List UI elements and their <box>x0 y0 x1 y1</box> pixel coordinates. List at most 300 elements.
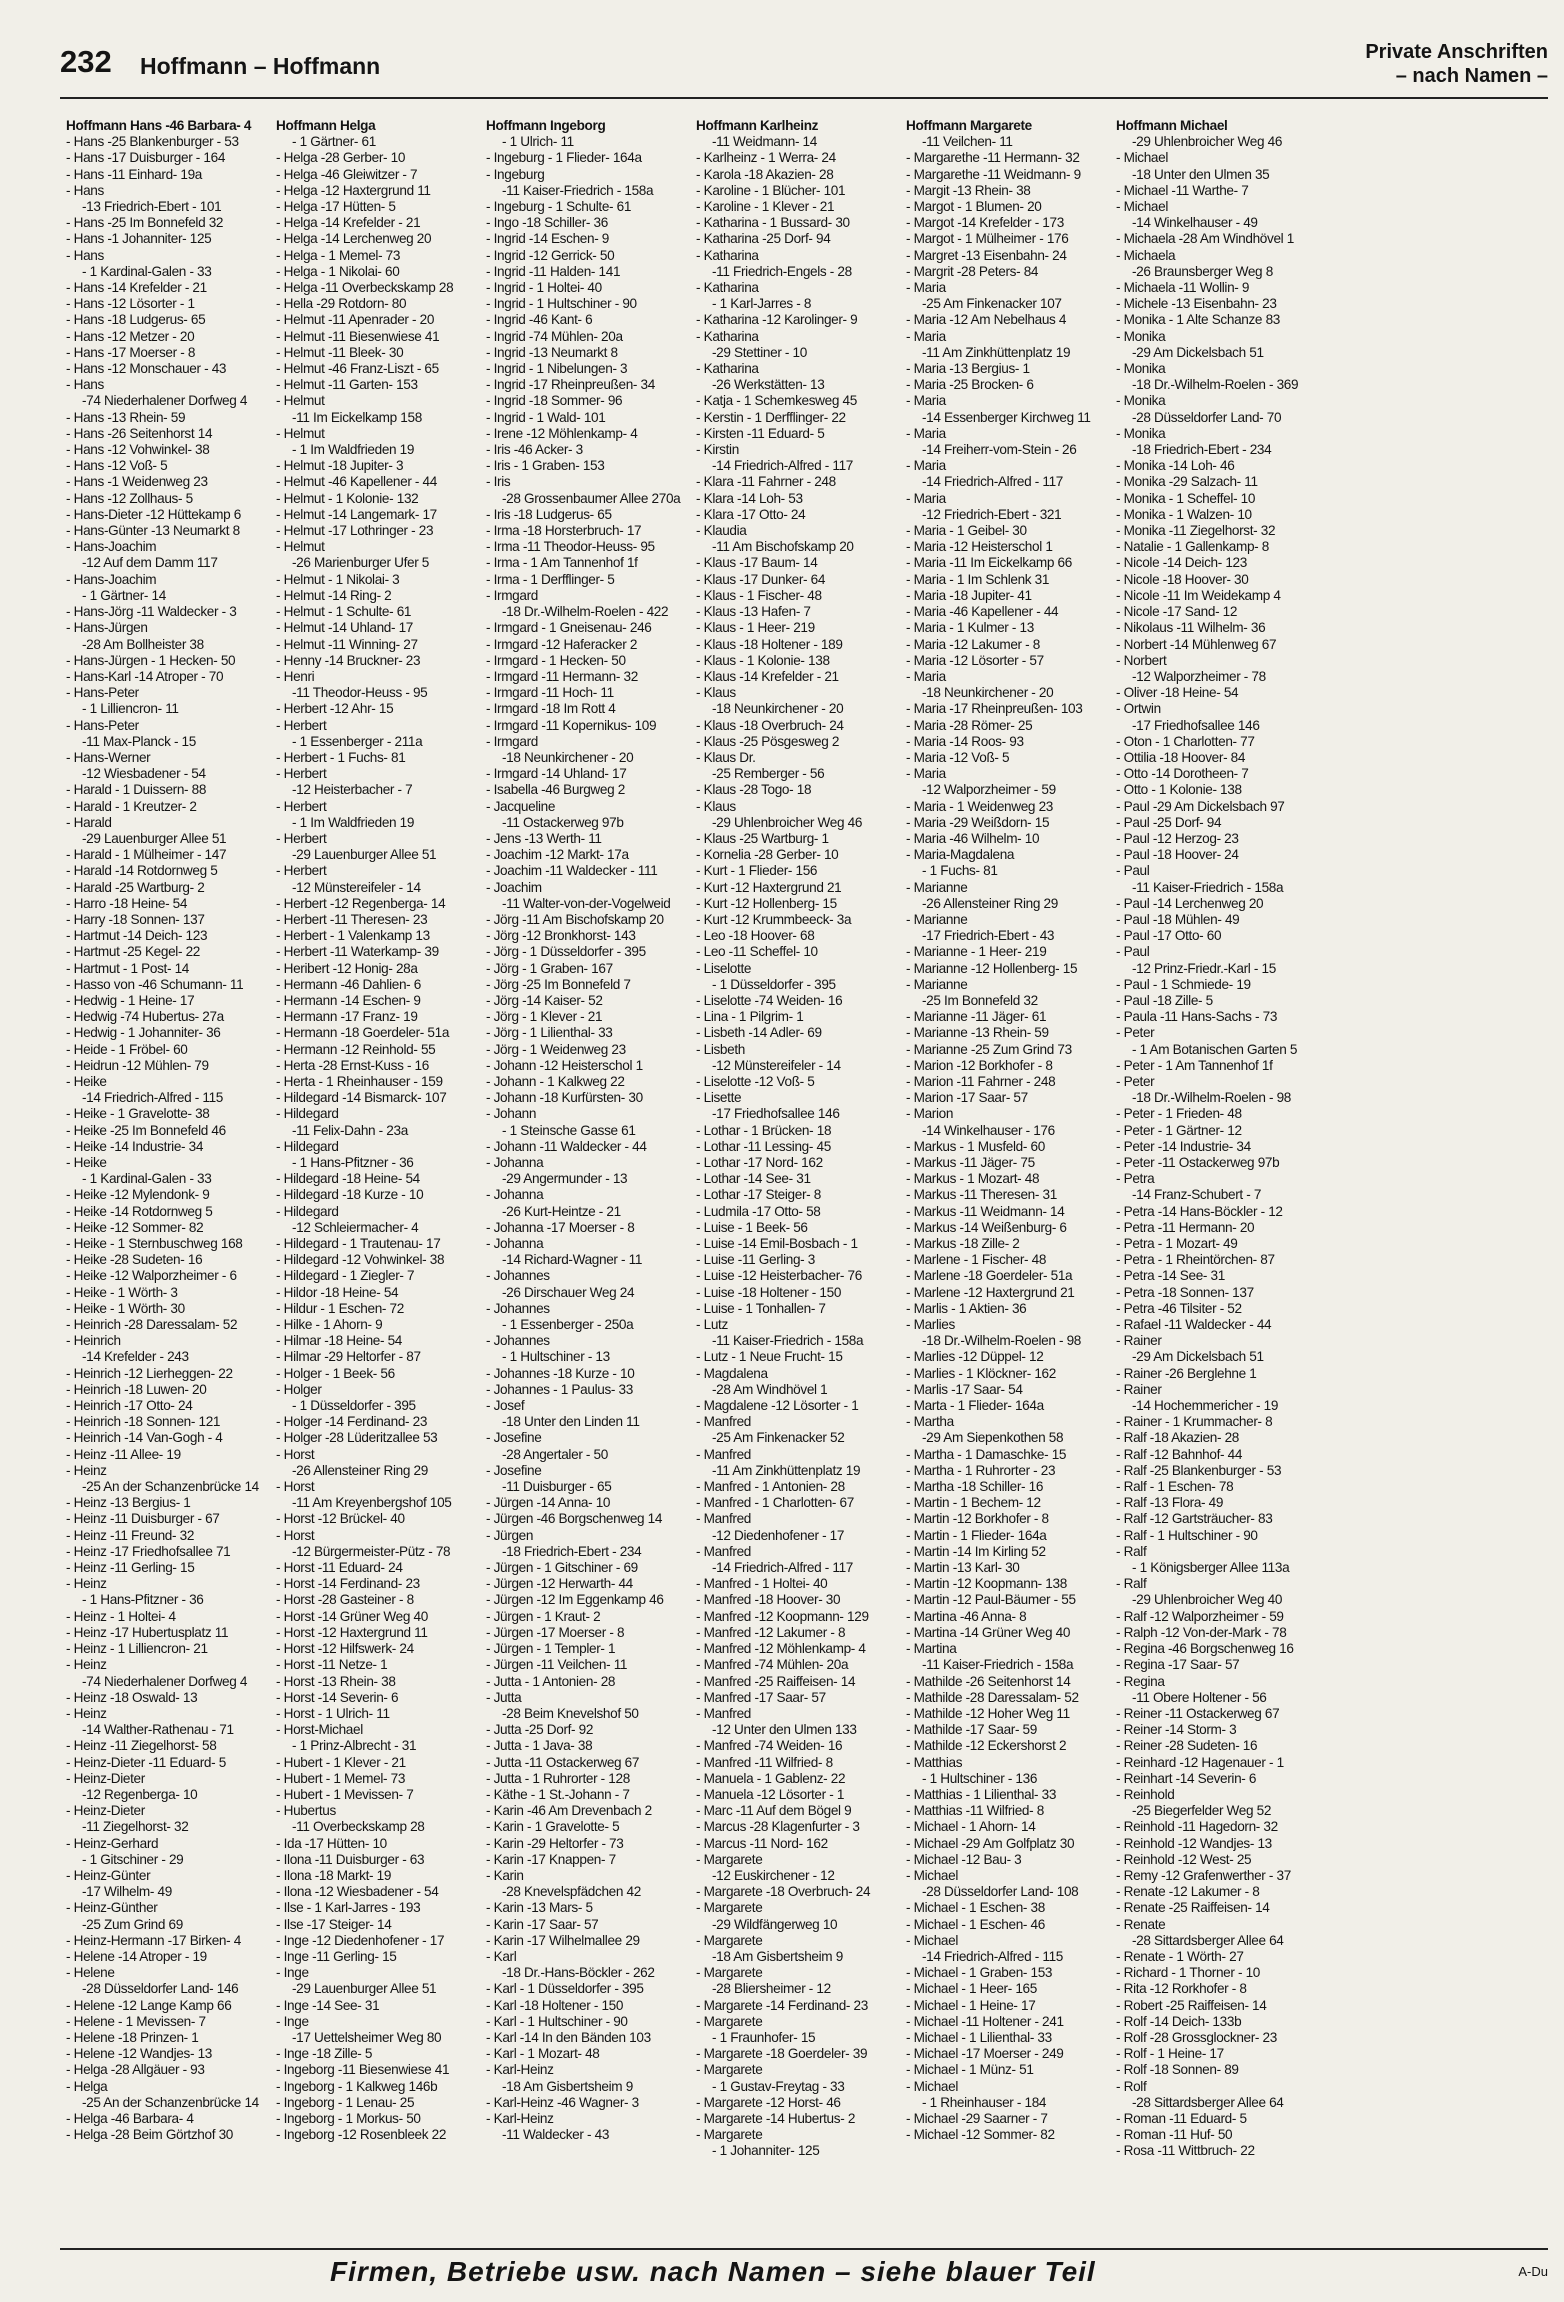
directory-entry: - Helmut -14 Langemark- 17 <box>276 506 437 522</box>
directory-entry: - Michael -11 Holtener - 241 <box>906 2013 1064 2029</box>
directory-entry: - Karola -18 Akazien- 28 <box>696 166 834 182</box>
directory-entry: - Monika <box>1116 425 1166 441</box>
directory-entry: - Katharina <box>696 361 759 377</box>
directory-entry: - Otto -14 Dorotheen- 7 <box>1116 766 1249 782</box>
directory-entry: - Helmut -14 Uhland- 17 <box>276 620 414 636</box>
directory-entry: - Herbert <box>276 717 327 733</box>
directory-entry: - Henny -14 Bruckner- 23 <box>276 652 421 668</box>
directory-entry: - Harald -25 Wartburg- 2 <box>66 879 205 895</box>
directory-entry: - Lothar - 1 Brücken- 18 <box>696 1122 832 1138</box>
directory-entry: - Margarete -14 Ferdinand- 23 <box>696 1997 868 2013</box>
directory-entry: - Peter -14 Industrie- 34 <box>1116 1138 1251 1154</box>
address-line: -12 Schleiermacher- 4 <box>292 1219 419 1235</box>
directory-entry: - Ralf -12 Bahnhof- 44 <box>1116 1446 1243 1462</box>
address-line: -11 Friedrich-Engels - 28 <box>712 263 852 279</box>
directory-entry: - Martin - 1 Flieder- 164a <box>906 1527 1047 1543</box>
directory-entry: - Klaus - 1 Kolonie- 138 <box>696 652 830 668</box>
directory-entry: - Manfred -18 Hoover- 30 <box>696 1592 841 1608</box>
directory-entry: - Nicole -18 Hoover- 30 <box>1116 571 1249 587</box>
directory-entry: - Inge <box>276 1965 309 1981</box>
directory-entry: - Petra - 1 Mozart- 49 <box>1116 1236 1238 1252</box>
directory-entry: - Martha - 1 Ruhrorter - 23 <box>906 1462 1056 1478</box>
directory-entry: - Marion <box>906 1106 954 1122</box>
address-line: -12 Walporzheimer - 78 <box>1132 668 1266 684</box>
directory-entry: - Paul -18 Hoover- 24 <box>1116 847 1239 863</box>
address-line: -28 Bliersheimer - 12 <box>712 1981 831 1997</box>
directory-entry: - Karoline - 1 Klever - 21 <box>696 199 835 215</box>
directory-entry: - Hermann -18 Goerdeler- 51a <box>276 1025 450 1041</box>
directory-entry: - Hans -11 Einhard- 19a <box>66 166 203 182</box>
directory-entry: - Regina <box>1116 1673 1165 1689</box>
directory-entry: - Klaus - 1 Fischer- 48 <box>696 587 822 603</box>
directory-entry: - Martina <box>906 1641 957 1657</box>
address-line: -11 Walter-von-der-Vogelweid <box>502 895 671 911</box>
directory-entry: - Jutta - 1 Antonien- 28 <box>486 1673 616 1689</box>
directory-entry: - Magdalena <box>696 1365 768 1381</box>
directory-entry: - Lisbeth <box>696 1041 745 1057</box>
directory-entry: - Rainer <box>1116 1333 1162 1349</box>
directory-entry: - Helene -12 Lange Kamp 66 <box>66 1997 232 2013</box>
directory-entry: - Horst -11 Netze- 1 <box>276 1657 388 1673</box>
directory-entry: - Mathilde -12 Eckershorst 2 <box>906 1738 1067 1754</box>
directory-entry: - Helene <box>66 1965 115 1981</box>
directory-entry: - Paul <box>1116 863 1150 879</box>
directory-entry: - Maria -12 Lakumer - 8 <box>906 636 1040 652</box>
directory-entry: - Manuela - 1 Gablenz- 22 <box>696 1770 846 1786</box>
address-line: -12 Münstereifeler - 14 <box>712 1057 841 1073</box>
address-line: -14 Krefelder - 243 <box>82 1349 189 1365</box>
directory-entry: - Jörg -14 Kaiser- 52 <box>486 992 603 1008</box>
address-line: -14 Friedrich-Alfred - 117 <box>712 1560 853 1576</box>
directory-entry: - Helga -46 Gleiwitzer - 7 <box>276 166 418 182</box>
column-heading: Hoffmann Helga <box>276 118 376 133</box>
directory-entry: - Heinz -11 Allee- 19 <box>66 1446 181 1462</box>
directory-entry: - Maria <box>906 668 946 684</box>
directory-entry: - Iris -18 Ludgerus- 65 <box>486 506 612 522</box>
directory-entry: - Paul -12 Herzog- 23 <box>1116 830 1239 846</box>
directory-entry: - Michael -29 Saarner - 7 <box>906 2110 1048 2126</box>
address-line: -25 Am Finkenacker 107 <box>922 296 1062 312</box>
directory-entry: - Heike - 1 Sternbuschweg 168 <box>66 1236 243 1252</box>
address-line: -26 Werkstätten- 13 <box>712 377 825 393</box>
address-line: -17 Uettelsheimer Weg 80 <box>292 2029 442 2045</box>
directory-entry: - Petra - 1 Rheintörchen- 87 <box>1116 1252 1275 1268</box>
column-heading: Hoffmann Michael <box>1116 118 1228 133</box>
directory-entry: - Manfred <box>696 1446 752 1462</box>
directory-entry: - Heike <box>66 1073 107 1089</box>
directory-entry: - Jens -13 Werth- 11 <box>486 830 602 846</box>
directory-entry: - Ingo -18 Schiller- 36 <box>486 215 608 231</box>
address-line: -74 Niederhalener Dorfweg 4 <box>82 393 248 409</box>
directory-entry: - Jutta - 1 Ruhrorter - 128 <box>486 1770 630 1786</box>
directory-entry: - Klara -11 Fahrner - 248 <box>696 474 836 490</box>
address-line: - 1 Fraunhofer- 15 <box>712 2029 816 2045</box>
directory-entry: - Ingeborg -12 Rosenbleek 22 <box>276 2127 447 2143</box>
directory-entry: - Jürgen - 1 Gitschiner - 69 <box>486 1560 638 1576</box>
directory-entry: - Helga -12 Haxtergrund 11 <box>276 182 431 198</box>
directory-entry: - Paul -14 Lerchenweg 20 <box>1116 895 1264 911</box>
column-heading: Hoffmann Ingeborg <box>486 118 606 133</box>
directory-entry: - Jörg -11 Am Bischofskamp 20 <box>486 911 664 927</box>
directory-entry: - Ilona -18 Markt- 19 <box>276 1867 392 1883</box>
directory-entry: - Helga -28 Beim Görtzhof 30 <box>66 2127 233 2143</box>
directory-entry: - Paul <box>1116 944 1150 960</box>
address-line: -17 Friedrich-Ebert - 43 <box>922 928 1055 944</box>
address-line: - 1 Ulrich- 11 <box>502 134 574 150</box>
footer-note: Firmen, Betriebe usw. nach Namen – siehe blauer Teil <box>330 2256 1096 2287</box>
directory-entry: - Ingrid -13 Neumarkt 8 <box>486 344 618 360</box>
directory-entry: - Helmut -11 Bleek- 30 <box>276 344 404 360</box>
directory-entry: - Paul -18 Mühlen- 49 <box>1116 911 1240 927</box>
directory-entry: - Maria -12 Am Nebelhaus 4 <box>906 312 1067 328</box>
address-line: -74 Niederhalener Dorfweg 4 <box>82 1673 248 1689</box>
address-line: -18 Friedrich-Ebert - 234 <box>1132 442 1272 458</box>
address-line: -11 Am Zinkhüttenplatz 19 <box>712 1462 861 1478</box>
address-line: - 1 Gitschiner - 29 <box>82 1851 184 1867</box>
directory-entry: - Ralf - 1 Eschen- 78 <box>1116 1479 1234 1495</box>
directory-entry: - Michael <box>1116 199 1168 215</box>
directory-entry: - Jürgen -12 Herwarth- 44 <box>486 1576 633 1592</box>
directory-entry: - Heinz -13 Bergius- 1 <box>66 1495 191 1511</box>
directory-column-5 <box>906 118 1113 2218</box>
directory-entry: - Hans -12 Voß- 5 <box>66 458 168 474</box>
directory-entry: - Heinz -11 Duisburger - 67 <box>66 1511 220 1527</box>
directory-entry: - Hilmar -29 Heltorfer - 87 <box>276 1349 421 1365</box>
directory-entry: - Herbert -12 Ahr- 15 <box>276 701 394 717</box>
directory-entry: - Regina -46 Borgschenweg 16 <box>1116 1641 1294 1657</box>
directory-entry: - Marianne -11 Jäger- 61 <box>906 1009 1047 1025</box>
directory-entry: - Klara -14 Loh- 53 <box>696 490 803 506</box>
directory-entry: - Marlene - 1 Fischer- 48 <box>906 1252 1047 1268</box>
directory-entry: - Heinz-Gerhard <box>66 1835 159 1851</box>
directory-entry: - Margret -13 Eisenbahn- 24 <box>906 247 1067 263</box>
page-footer <box>60 2248 1548 2288</box>
directory-entry: - Martha <box>906 1414 954 1430</box>
directory-entry: - Ralf -12 Gartsträucher- 83 <box>1116 1511 1273 1527</box>
directory-entry: - Isabella -46 Burgweg 2 <box>486 782 625 798</box>
directory-entry: - Jürgen -11 Veilchen- 11 <box>486 1657 628 1673</box>
address-line: - 1 Gärtner- 14 <box>82 587 166 603</box>
directory-entry: - Markus -11 Weidmann- 14 <box>906 1203 1065 1219</box>
directory-entry: - Luise -14 Emil-Bosbach - 1 <box>696 1236 858 1252</box>
address-line: -18 Dr.-Wilhelm-Roelen - 422 <box>502 604 669 620</box>
directory-entry: - Karl-Heinz <box>486 2110 554 2126</box>
directory-entry: - Horst -14 Severin- 6 <box>276 1689 399 1705</box>
directory-entry: - Kurt -12 Haxtergrund 21 <box>696 879 842 895</box>
directory-entry: - Hildegard -12 Vohwinkel- 38 <box>276 1252 445 1268</box>
directory-entry: - Mathilde -28 Daressalam- 52 <box>906 1689 1079 1705</box>
address-line: -28 Am Windhövel 1 <box>712 1381 828 1397</box>
directory-entry: - Hans-Dieter -12 Hüttekamp 6 <box>66 506 241 522</box>
directory-entry: - Hans-Karl -14 Atroper - 70 <box>66 668 224 684</box>
directory-entry: - Maria <box>906 328 946 344</box>
address-line: -18 Unter den Linden 11 <box>502 1414 640 1430</box>
directory-entry: - Richard - 1 Thorner - 10 <box>1116 1965 1261 1981</box>
directory-entry: - Jürgen -46 Borgschenweg 14 <box>486 1511 663 1527</box>
directory-entry: - Karl -14 In den Bänden 103 <box>486 2029 651 2045</box>
directory-entry: - Jutta <box>486 1689 522 1705</box>
address-line: -12 Euskirchener - 12 <box>712 1867 835 1883</box>
directory-entry: - Helmut -46 Franz-Liszt - 65 <box>276 361 439 377</box>
directory-entry: - Heike - 1 Wörth- 30 <box>66 1300 185 1316</box>
directory-entry: - Michaela -11 Wollin- 9 <box>1116 280 1250 296</box>
column-heading: Hoffmann Karlheinz <box>696 118 819 133</box>
directory-entry: - Heinrich -17 Otto- 24 <box>66 1398 193 1414</box>
directory-entry: - Hans -18 Ludgerus- 65 <box>66 312 206 328</box>
directory-entry: - Margarete -14 Hubertus- 2 <box>696 2110 856 2126</box>
directory-entry: - Ingeborg - 1 Morkus- 50 <box>276 2110 421 2126</box>
directory-entry: - Karl - 1 Mozart- 48 <box>486 2046 600 2062</box>
directory-entry: - Irmgard <box>486 587 538 603</box>
directory-entry: - Margarete <box>696 1965 763 1981</box>
directory-entry: - Maria -29 Weißdorn- 15 <box>906 814 1050 830</box>
address-line: - 1 Essenberger - 250a <box>502 1317 634 1333</box>
address-line: -28 Knevelspfädchen 42 <box>502 1884 641 1900</box>
directory-entry: - Klaus -18 Holtener - 189 <box>696 636 843 652</box>
directory-entry: - Marianne <box>906 879 968 895</box>
directory-entry: - Irma - 1 Am Tannenhof 1f <box>486 555 638 571</box>
address-line: -17 Friedhofsallee 146 <box>712 1106 840 1122</box>
directory-entry: - Karlheinz - 1 Werra- 24 <box>696 150 836 166</box>
directory-entry: - Harald <box>66 814 112 830</box>
directory-entry: - Helmut <box>276 539 325 555</box>
directory-entry: - Paula -11 Hans-Sachs - 73 <box>1116 1009 1278 1025</box>
directory-column-6 <box>1116 118 1323 2218</box>
directory-entry: - Heike -12 Sommer- 82 <box>66 1219 204 1235</box>
directory-entry: - Rolf -28 Grossglockner- 23 <box>1116 2029 1277 2045</box>
address-line: -29 Am Siepenkothen 58 <box>922 1430 1064 1446</box>
directory-entry: - Ilse -17 Steiger- 14 <box>276 1916 392 1932</box>
directory-entry: - Martina -46 Anna- 8 <box>906 1608 1027 1624</box>
section-title-line2: – nach Namen – <box>1395 65 1548 87</box>
directory-entry: - Paul -18 Zille- 5 <box>1116 992 1213 1008</box>
directory-entry: - Margit -13 Rhein- 38 <box>906 182 1031 198</box>
directory-entry: - Luise - 1 Tonhallen- 7 <box>696 1300 826 1316</box>
directory-entry: - Helga - 1 Memel- 73 <box>276 247 401 263</box>
directory-entry: - Iris -46 Acker- 3 <box>486 442 583 458</box>
address-line: -25 An der Schanzenbrücke 14 <box>82 2094 259 2110</box>
address-line: -13 Friedrich-Ebert - 101 <box>82 199 222 215</box>
address-line: -29 Lauenburger Allee 51 <box>292 847 437 863</box>
directory-entry: - Hans-Jürgen <box>66 620 148 636</box>
directory-entry: - Lina - 1 Pilgrim- 1 <box>696 1009 804 1025</box>
directory-entry: - Heinz -11 Freund- 32 <box>66 1527 195 1543</box>
address-line: -18 Dr.-Wilhelm-Roelen - 369 <box>1132 377 1299 393</box>
address-line: -14 Friedrich-Alfred - 115 <box>922 1948 1063 1964</box>
address-line: -14 Hochemmericher - 19 <box>1132 1398 1279 1414</box>
directory-entry: - Michael - 1 Münz- 51 <box>906 2062 1034 2078</box>
address-line: - 1 Hans-Pfitzner - 36 <box>82 1592 204 1608</box>
column-heading: Hoffmann Hans -46 Barbara- 4 <box>66 118 252 133</box>
directory-entry: - Heinrich -12 Lierheggen- 22 <box>66 1365 233 1381</box>
directory-entry: - Klaus -28 Togo- 18 <box>696 782 812 798</box>
directory-entry: - Inge -14 See- 31 <box>276 1997 380 2013</box>
directory-entry: - Liselotte <box>696 960 752 976</box>
directory-entry: - Hildegard - 1 Trautenau- 17 <box>276 1236 441 1252</box>
directory-entry: - Klaudia <box>696 523 747 539</box>
directory-entry: - Irma - 1 Derfflinger- 5 <box>486 571 615 587</box>
directory-entry: - Petra -46 Tilsiter - 52 <box>1116 1300 1242 1316</box>
address-line: -26 Braunsberger Weg 8 <box>1132 263 1273 279</box>
directory-column-1 <box>66 118 273 2218</box>
address-line: -12 Friedrich-Ebert - 321 <box>922 506 1062 522</box>
directory-entry: - Käthe - 1 St.-Johann - 7 <box>486 1786 630 1802</box>
directory-entry: - Hedwig - 1 Johanniter- 36 <box>66 1025 221 1041</box>
address-line: -29 Wildfängerweg 10 <box>712 1916 838 1932</box>
directory-entry: - Jörg - 1 Weidenweg 23 <box>486 1041 626 1057</box>
directory-entry: - Heinz -11 Gerling- 15 <box>66 1560 195 1576</box>
directory-entry: - Helmut -17 Lothringer - 23 <box>276 523 434 539</box>
directory-entry: - Klaus -25 Pösgesweg 2 <box>696 733 840 749</box>
address-line: -26 Allensteiner Ring 29 <box>922 895 1058 911</box>
directory-entry: - Monika -11 Ziegelhorst- 32 <box>1116 523 1276 539</box>
directory-entry: - Hermann -12 Reinhold- 55 <box>276 1041 436 1057</box>
directory-entry: - Michael - 1 Eschen- 38 <box>906 1900 1045 1916</box>
directory-entry: - Michael - 1 Graben- 153 <box>906 1965 1053 1981</box>
directory-entry: - Inge -12 Diedenhofener - 17 <box>276 1932 445 1948</box>
directory-entry: - Hubertus <box>276 1803 336 1819</box>
directory-entry: - Paul - 1 Schmiede- 19 <box>1116 976 1251 992</box>
directory-entry: - Klaus -18 Overbruch- 24 <box>696 717 844 733</box>
directory-entry: - Horst -14 Ferdinand- 23 <box>276 1576 420 1592</box>
directory-entry: - Ingeburg <box>486 166 545 182</box>
directory-entry: - Ralf -25 Blankenburger - 53 <box>1116 1462 1282 1478</box>
directory-entry: - Herbert <box>276 863 327 879</box>
address-line: - 1 Essenberger - 211a <box>292 733 423 749</box>
directory-column-3 <box>486 118 693 2218</box>
directory-entry: - Hilmar -18 Heine- 54 <box>276 1333 403 1349</box>
address-line: -25 Im Bonnefeld 32 <box>922 992 1038 1008</box>
directory-entry: - Hildegard -14 Bismarck- 107 <box>276 1090 447 1106</box>
directory-entry: - Ortwin <box>1116 701 1161 717</box>
directory-entry: - Ilse - 1 Karl-Jarres - 193 <box>276 1900 421 1916</box>
address-line: - 1 Prinz-Albrecht - 31 <box>292 1738 417 1754</box>
directory-entry: - Josef <box>486 1398 525 1414</box>
directory-entry: - Irene -12 Möhlenkamp- 4 <box>486 425 638 441</box>
directory-entry: - Hildur - 1 Eschen- 72 <box>276 1300 404 1316</box>
address-line: -11 Felix-Dahn - 23a <box>292 1122 408 1138</box>
directory-entry: - Horst - 1 Ulrich- 11 <box>276 1705 390 1721</box>
directory-entry: - Harry -18 Sonnen- 137 <box>66 911 205 927</box>
directory-entry: - Irmgard -18 Im Rott 4 <box>486 701 616 717</box>
directory-entry: - Hermann -46 Dahlien- 6 <box>276 976 421 992</box>
directory-entry: - Ralf -18 Akazien- 28 <box>1116 1430 1240 1446</box>
directory-entry: - Katharina <box>696 328 759 344</box>
directory-entry: - Inge <box>276 2013 309 2029</box>
directory-entry: - Hans-Jörg -11 Waldecker - 3 <box>66 604 237 620</box>
directory-entry: - Hartmut - 1 Post- 14 <box>66 960 189 976</box>
directory-entry: - Remy -12 Grafenwerther - 37 <box>1116 1867 1291 1883</box>
directory-entry: - Margarete -18 Overbruch- 24 <box>696 1884 871 1900</box>
directory-entry: - Heinz <box>66 1705 107 1721</box>
directory-entry: - Helmut -11 Apenrader - 20 <box>276 312 435 328</box>
directory-entry: - Matthias -11 Wilfried- 8 <box>906 1803 1044 1819</box>
directory-entry: - Hans-Peter <box>66 685 139 701</box>
directory-entry: - Inge -11 Gerling- 15 <box>276 1948 397 1964</box>
directory-entry: - Markus -14 Weißenburg- 6 <box>906 1219 1067 1235</box>
directory-entry: - Kornelia -28 Gerber- 10 <box>696 847 839 863</box>
directory-entry: - Josefine <box>486 1430 542 1446</box>
directory-entry: - Manfred <box>696 1543 752 1559</box>
directory-entry: - Heinz -11 Ziegelhorst- 58 <box>66 1738 217 1754</box>
address-line: - 1 Hans-Pfitzner - 36 <box>292 1155 414 1170</box>
directory-entry: - Helmut <box>276 425 325 441</box>
directory-entry: - Hartmut -14 Deich- 123 <box>66 928 208 944</box>
address-line: -11 Kaiser-Friedrich - 158a <box>502 182 654 198</box>
directory-entry: - Maria-Magdalena <box>906 847 1015 863</box>
directory-entry: - Herbert <box>276 830 327 846</box>
directory-entry: - Iris <box>486 474 511 490</box>
directory-entry: - Martin - 1 Bechem- 12 <box>906 1495 1041 1511</box>
directory-entry: - Heinz -18 Oswald- 13 <box>66 1689 198 1705</box>
directory-entry: - Heidrun -12 Mühlen- 79 <box>66 1057 209 1073</box>
directory-entry: - Lothar -17 Nord- 162 <box>696 1155 823 1170</box>
footer-code: A-Du <box>1518 2264 1548 2279</box>
directory-entry: - Hans-Günter -13 Neumarkt 8 <box>66 523 240 539</box>
directory-entry: - Leo -18 Hoover- 68 <box>696 928 815 944</box>
address-line: -12 Wiesbadener - 54 <box>82 766 206 782</box>
directory-entry: - Heike -14 Industrie- 34 <box>66 1138 204 1154</box>
directory-entry: - Helene -14 Atroper - 19 <box>66 1948 207 1964</box>
directory-entry: - Klaus -13 Hafen- 7 <box>696 604 811 620</box>
directory-entry: - Michael - 1 Heer- 165 <box>906 1981 1037 1997</box>
address-line: -12 Bürgermeister-Pütz - 78 <box>292 1543 451 1559</box>
address-line: -25 Remberger - 56 <box>712 766 825 782</box>
directory-entry: - Reinhart -14 Severin- 6 <box>1116 1770 1257 1786</box>
address-line: -11 Kaiser-Friedrich - 158a <box>712 1333 864 1349</box>
directory-entry: - Jutta -25 Dorf- 92 <box>486 1722 594 1738</box>
directory-entry: - Herbert - 1 Valenkamp 13 <box>276 928 430 944</box>
directory-entry: - Regina -17 Saar- 57 <box>1116 1657 1240 1673</box>
directory-entry: - Norbert <box>1116 652 1167 668</box>
address-line: - 1 Im Waldfrieden 19 <box>292 442 415 458</box>
address-line: -11 Im Eickelkamp 158 <box>292 409 422 425</box>
directory-entry: - Maria <box>906 280 946 296</box>
directory-entry: - Marion -17 Saar- 57 <box>906 1090 1028 1106</box>
address-line: -11 Overbeckskamp 28 <box>292 1819 425 1835</box>
directory-entry: - Klaus -17 Dunker- 64 <box>696 571 826 587</box>
directory-entry: - Maria <box>906 393 946 409</box>
directory-entry: - Hans -26 Seitenhorst 14 <box>66 425 213 441</box>
directory-entry: - Hilke - 1 Ahorn- 9 <box>276 1317 383 1333</box>
address-line: - 1 Hultschiner - 136 <box>922 1770 1038 1786</box>
directory-entry: - Hans -14 Krefelder - 21 <box>66 280 207 296</box>
directory-entry: - Rolf - 1 Heine- 17 <box>1116 2046 1224 2062</box>
address-line: - 1 Düsseldorfer - 395 <box>712 976 836 992</box>
directory-entry: - Klaus Dr. <box>696 749 756 765</box>
directory-entry: - Ingeborg - 1 Lenau- 25 <box>276 2094 415 2110</box>
directory-entry: - Hermann -17 Franz- 19 <box>276 1009 418 1025</box>
directory-entry: - Nikolaus -11 Wilhelm- 36 <box>1116 620 1266 636</box>
directory-entry: - Otto - 1 Kolonie- 138 <box>1116 782 1242 798</box>
directory-entry: - Heinz-Günter <box>66 1867 151 1883</box>
directory-entry: - Margarete <box>696 1900 763 1916</box>
address-line: -11 Theodor-Heuss - 95 <box>292 685 428 701</box>
directory-entry: - Kirsten -11 Eduard- 5 <box>696 425 825 441</box>
directory-entry: - Margarete <box>696 2062 763 2078</box>
directory-entry: - Lisbeth -14 Adler- 69 <box>696 1025 822 1041</box>
directory-entry: - Helene -18 Prinzen- 1 <box>66 2029 199 2045</box>
directory-entry: - Kurt -12 Hollenberg- 15 <box>696 895 837 911</box>
directory-entry: - Hans -12 Lösorter - 1 <box>66 296 195 312</box>
directory-entry: - Michael - 1 Heine- 17 <box>906 1997 1036 2013</box>
directory-entry: - Manfred -12 Möhlenkamp- 4 <box>696 1641 866 1657</box>
directory-entry: - Paul -29 Am Dickelsbach 97 <box>1116 798 1285 814</box>
address-line: - 1 Gärtner- 61 <box>292 134 376 150</box>
directory-entry: - Margot - 1 Mülheimer - 176 <box>906 231 1069 247</box>
address-line: -14 Winkelhauser - 49 <box>1132 215 1258 231</box>
directory-entry: - Kirstin <box>696 442 739 458</box>
